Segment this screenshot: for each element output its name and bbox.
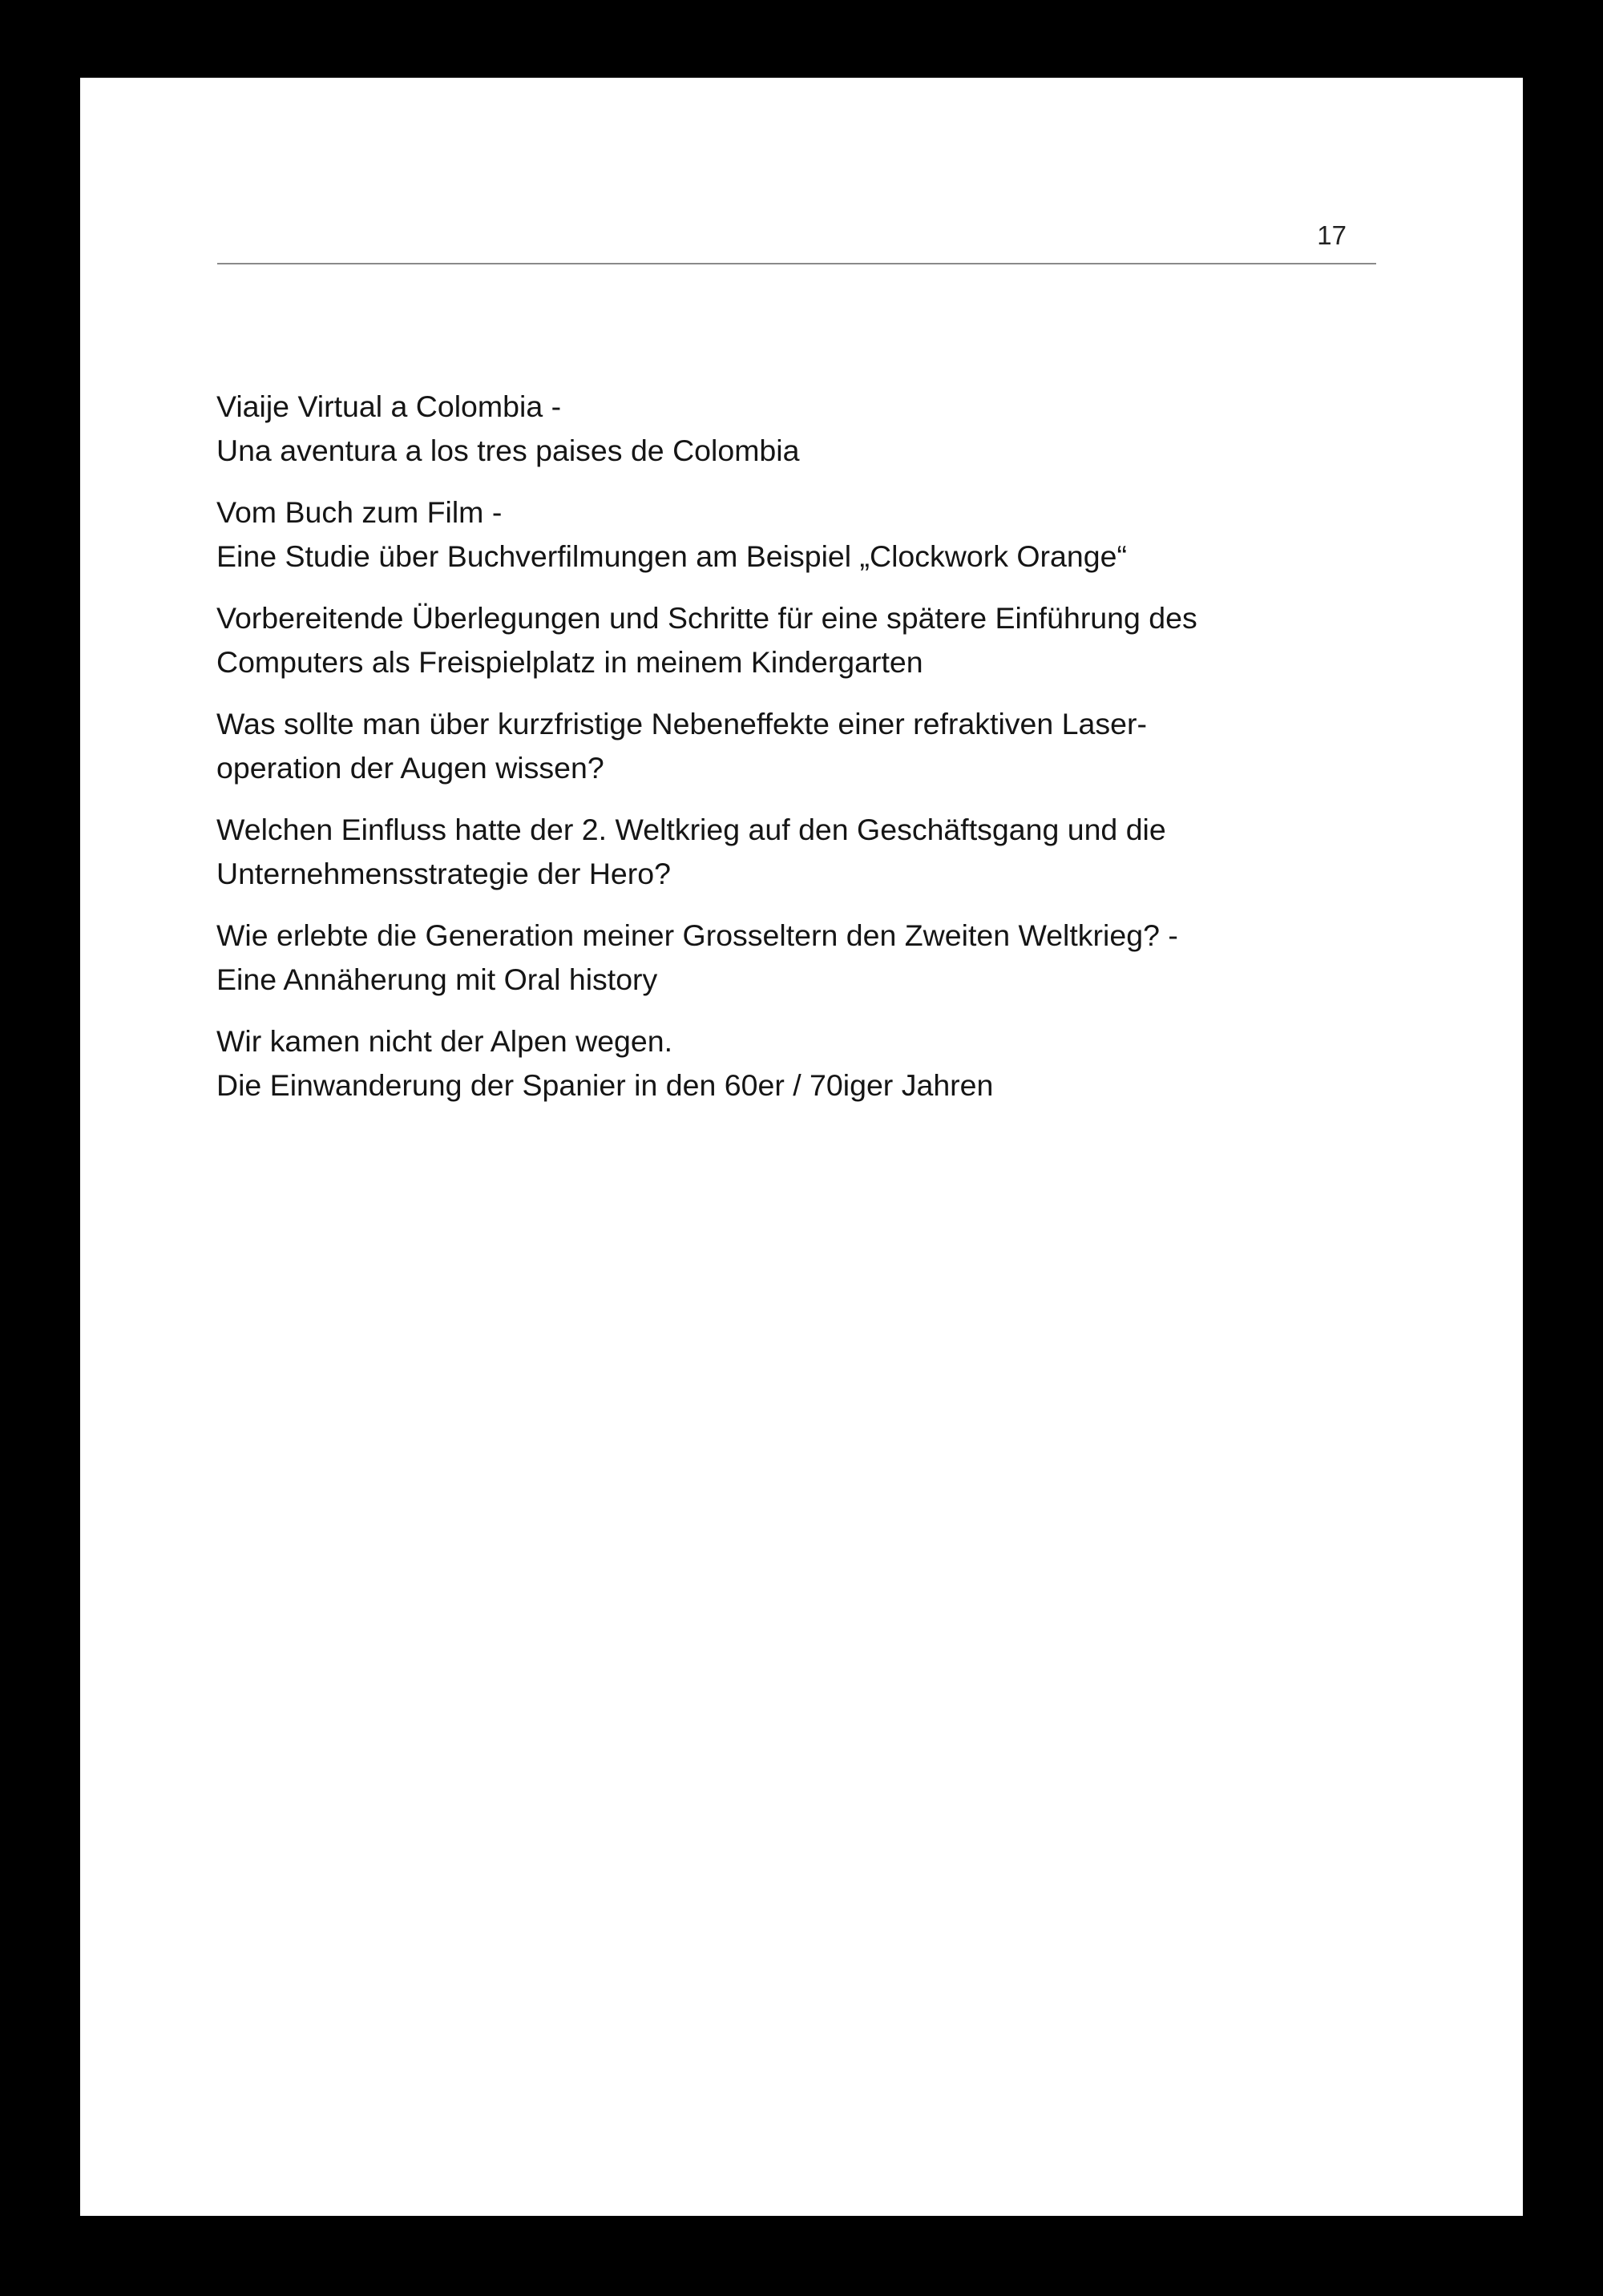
title-line: operation der Augen wissen? [216,751,604,785]
title-line: Vom Buch zum Film - [216,495,503,529]
title-line: Viaije Virtual a Colombia - [216,389,562,423]
title-entry [216,596,1387,684]
title-line: Eine Studie über Buchverfilmungen am Beispiel „Clockwork Orange“ [216,539,1127,573]
title-line: Eine Annäherung mit Oral history [216,962,658,996]
title-line: Wir kamen nicht der Alpen wegen. [216,1024,673,1058]
title-line: Unternehmensstrategie der Hero? [216,857,671,890]
document-page [80,78,1523,2216]
title-line: Welchen Einfluss hatte der 2. Weltkrieg auf den Geschäftsgang und die [216,813,1166,846]
title-entry [216,385,1387,473]
header-rule [217,263,1376,264]
title-line: Vorbereitende Überlegungen und Schritte für eine spätere Einführung des [216,601,1197,635]
title-list [216,385,1387,1125]
title-line: Una aventura a los tres paises de Colombia [216,434,800,467]
title-line: Die Einwanderung der Spanier in den 60er / 70iger Jahren [216,1068,994,1102]
title-entry [216,808,1387,896]
title-entry [216,490,1387,579]
title-line: Wie erlebte die Generation meiner Grosseltern den Zweiten Weltkrieg? - [216,918,1178,952]
title-entry [216,1019,1387,1108]
title-line: Was sollte man über kurzfristige Nebeneffekte einer refraktiven Laser- [216,707,1147,740]
title-line: Computers als Freispielplatz in meinem Kindergarten [216,645,923,679]
page-number: 17 [1317,220,1347,250]
title-entry [216,914,1387,1002]
title-entry [216,702,1387,790]
